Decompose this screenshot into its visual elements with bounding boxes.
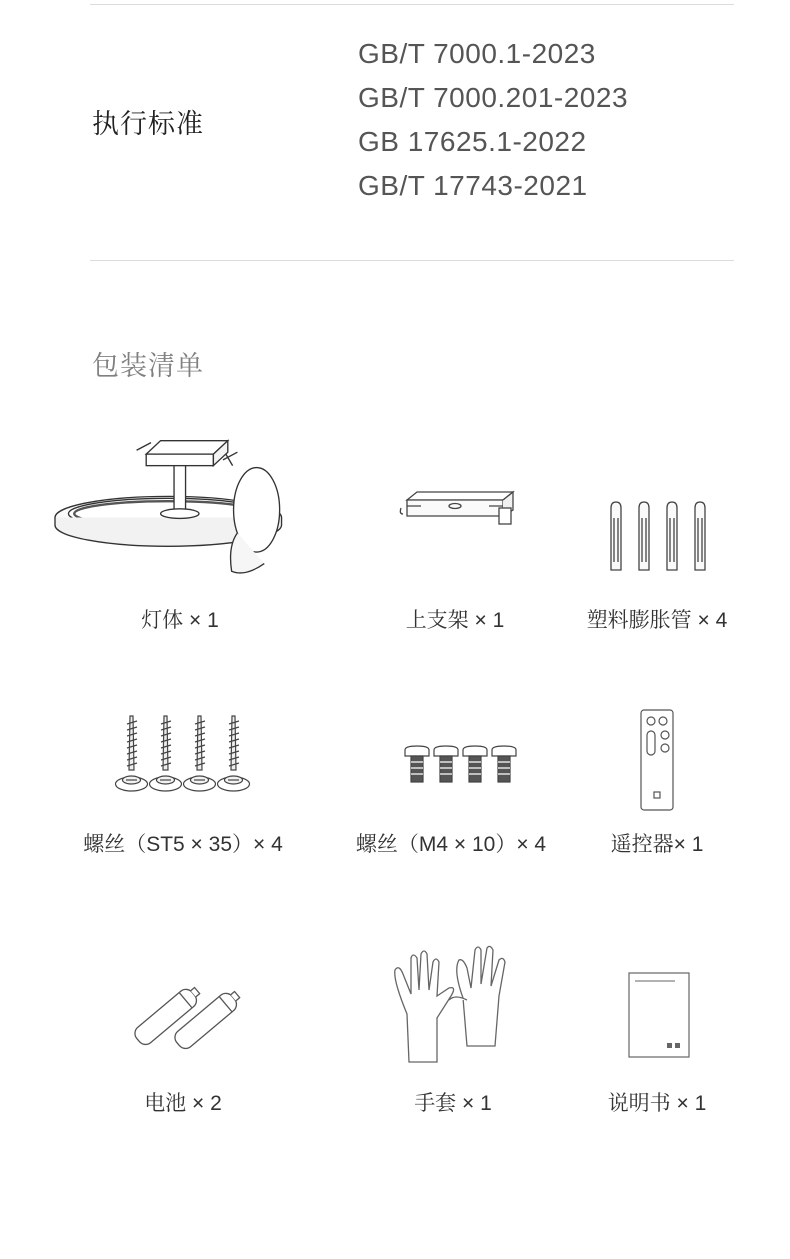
item-caption: 上支架 × 1 xyxy=(405,609,505,632)
standard-item: GB 17625.1-2022 xyxy=(358,126,587,157)
manual-icon xyxy=(537,965,777,1065)
item-caption: 说明书 × 1 xyxy=(607,1092,707,1115)
item-caption: 遥控器× 1 xyxy=(610,833,704,856)
standard-item: GB/T 7000.1-2023 xyxy=(358,38,596,69)
short-screw-icon xyxy=(331,700,571,810)
standard-item: GB/T 17743-2021 xyxy=(358,170,588,201)
standards-divider xyxy=(90,260,734,261)
item-caption: 塑料膨胀管 × 4 xyxy=(586,609,728,632)
standards-label: 执行标准 xyxy=(92,109,204,139)
standards-list xyxy=(358,32,628,208)
top-divider xyxy=(90,4,734,5)
item-caption: 电池 × 2 xyxy=(144,1092,222,1115)
item-caption: 灯体 × 1 xyxy=(141,609,219,632)
item-caption: 螺丝（M4 × 10）× 4 xyxy=(355,833,547,856)
long-screw-icon xyxy=(63,700,303,810)
item-caption: 螺丝（ST5 × 35）× 4 xyxy=(83,833,283,856)
package-list-title: 包装清单 xyxy=(92,351,204,381)
ceiling-lamp-icon xyxy=(55,430,295,580)
battery-icon xyxy=(63,965,303,1065)
wall-anchor-icon xyxy=(537,430,777,580)
standard-item: GB/T 7000.201-2023 xyxy=(358,82,629,113)
remote-control-icon xyxy=(537,700,777,820)
item-caption: 手套 × 1 xyxy=(414,1092,492,1115)
